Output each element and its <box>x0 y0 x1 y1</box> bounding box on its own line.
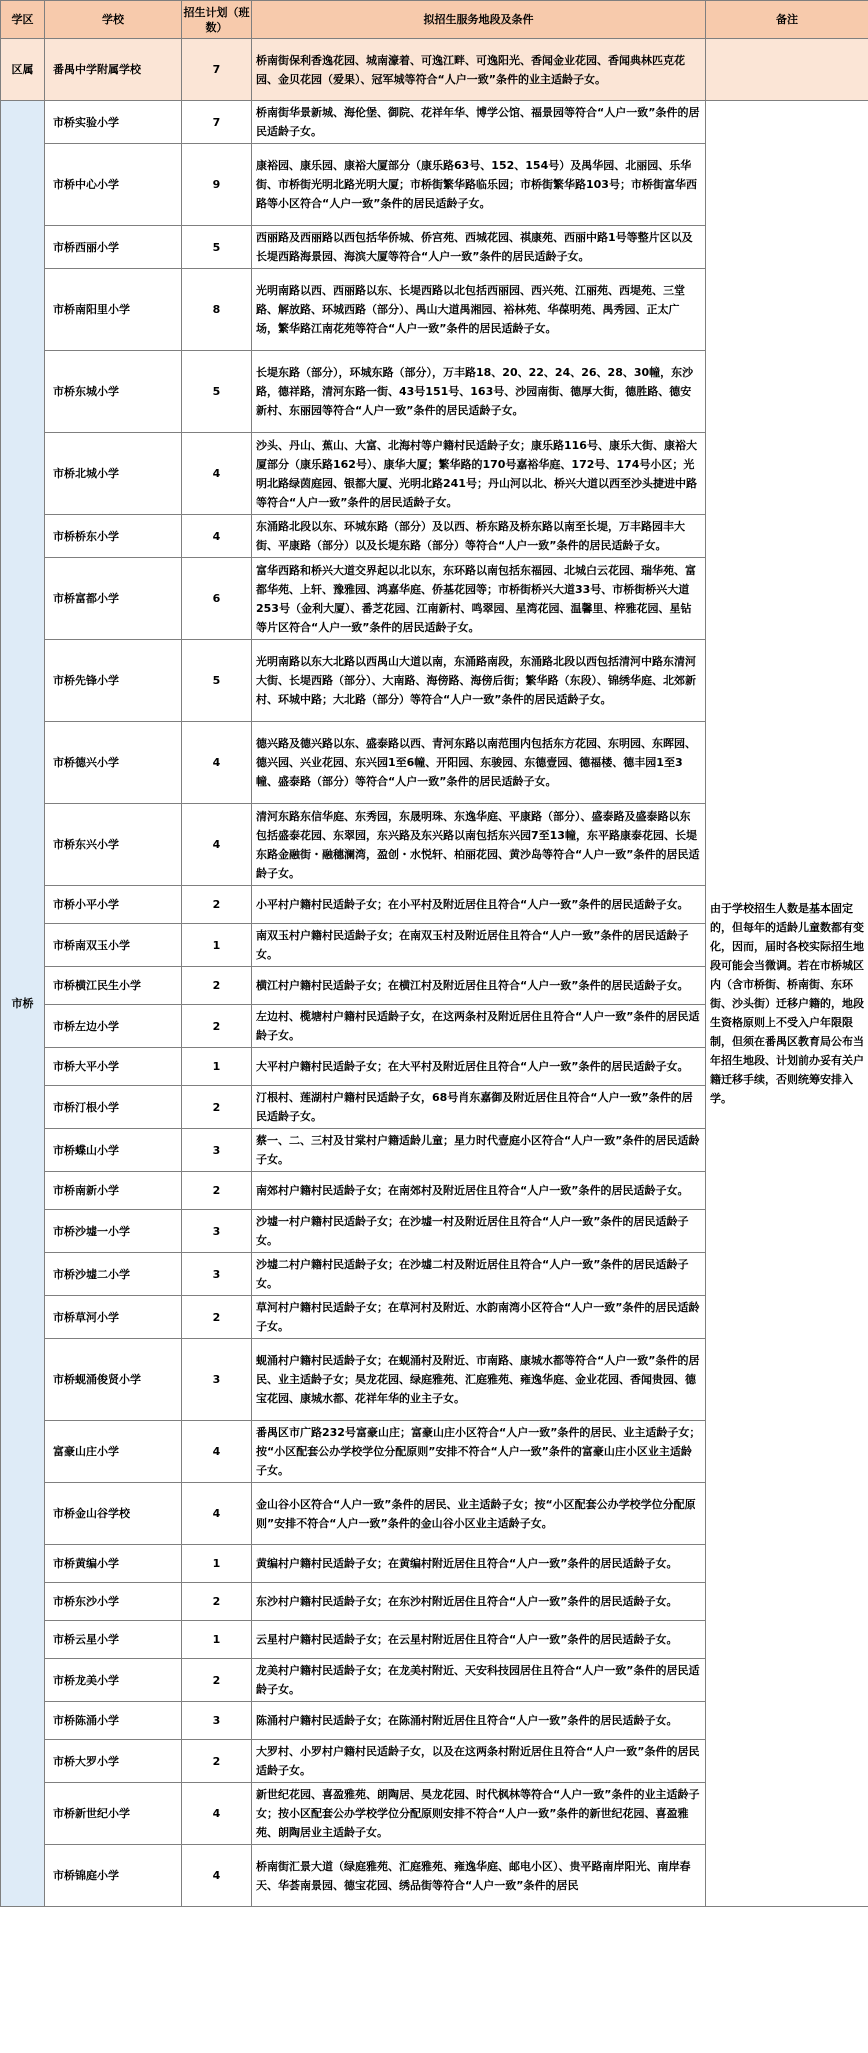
service-conditions: 东涌路北段以东、环城东路（部分）及以西、桥东路及桥东路以南至长堤，万丰路园丰大街、平康路（部分）以及长堤东路（部分）等符合“人户一致”条件的居民适龄子女。 <box>252 515 706 558</box>
school-name: 富豪山庄小学 <box>45 1421 182 1483</box>
table-row <box>1 101 868 144</box>
service-conditions: 汀根村、莲湖村户籍村民适龄子女，68号肖东嘉御及附近居住且符合“人户一致”条件的居民适龄子女。 <box>252 1086 706 1129</box>
service-conditions: 沙头、丹山、蕉山、大富、北海村等户籍村民适龄子女；康乐路116号、康乐大街、康裕大厦部分（康乐路162号）、康华大厦；繁华路的170号嘉裕华庭、172号、174号小区；光明北路绿茵庭园、银都大厦、光明北路241号；丹山河以北、桥兴大道以西至沙头捷进中路等符合“人户一致”条件的居民适龄子女。 <box>252 433 706 515</box>
school-name: 市桥南新小学 <box>45 1172 182 1210</box>
plan-count: 6 <box>182 558 252 640</box>
school-name: 市桥黄编小学 <box>45 1545 182 1583</box>
service-conditions: 德兴路及德兴路以东、盛泰路以西、青河东路以南范围内包括东方花园、东明园、东晖园、德兴园、兴业花园、东兴园1至6幢、开阳园、东骏园、东德壹园、德福楼、德丰园1至3幢、盛泰路（部分）等符合“人户一致”条件的居民适龄子女。 <box>252 722 706 804</box>
school-name: 市桥中心小学 <box>45 144 182 226</box>
school-name: 市桥德兴小学 <box>45 722 182 804</box>
school-name: 市桥锦庭小学 <box>45 1845 182 1907</box>
plan-count: 5 <box>182 351 252 433</box>
plan-count: 1 <box>182 1545 252 1583</box>
note-empty-cell <box>706 39 868 101</box>
service-conditions: 蔡一、二、三村及甘棠村户籍适龄儿童；星力时代壹庭小区符合“人户一致”条件的居民适龄子女。 <box>252 1129 706 1172</box>
note-cell: 由于学校招生人数是基本固定的，但每年的适龄儿童数都有变化，因而，届时各校实际招生地段可能会当微调。若在市桥城区内（含市桥街、桥南街、东环街、沙头街）迁移户籍的，地段生资格原则上不受入户年限限制，但须在番禺区教育局公布当年招生地段、计划前办妥有关户籍迁移手续，否则统筹安排入学。 <box>706 101 868 1907</box>
plan-count: 1 <box>182 1048 252 1086</box>
service-conditions: 光明南路以东大北路以西禺山大道以南，东涌路南段，东涌路北段以西包括清河中路东清河大街、长堤西路（部分）、大南路、海傍路、海傍后街；繁华路（东段）、锦绣华庭、北郊新村、环城中路；大北路（部分）等符合“人户一致”条件的居民适龄子女。 <box>252 640 706 722</box>
school-name: 市桥蚬涌俊贤小学 <box>45 1339 182 1421</box>
school-name: 市桥北城小学 <box>45 433 182 515</box>
plan-count: 5 <box>182 640 252 722</box>
plan-count: 2 <box>182 967 252 1005</box>
school-name: 市桥汀根小学 <box>45 1086 182 1129</box>
service-conditions: 大平村户籍村民适龄子女；在大平村及附近居住且符合“人户一致”条件的居民适龄子女。 <box>252 1048 706 1086</box>
plan-count: 2 <box>182 1659 252 1702</box>
plan-count: 4 <box>182 1783 252 1845</box>
service-conditions: 康裕园、康乐园、康裕大厦部分（康乐路63号、152、154号）及禺华园、北丽园、乐华街、市桥街光明北路光明大厦；市桥街繁华路临乐园；市桥街繁华路103号；市桥街富华西路等小区符合“人户一致”条件的居民适龄子女。 <box>252 144 706 226</box>
school-name: 番禺中学附属学校 <box>45 39 182 101</box>
plan-count: 3 <box>182 1129 252 1172</box>
service-conditions: 横江村户籍村民适龄子女；在横江村及附近居住且符合“人户一致”条件的居民适龄子女。 <box>252 967 706 1005</box>
service-conditions: 桥南街华景新城、海伦堡、御院、花祥年华、博学公馆、福景园等符合“人户一致”条件的居民适龄子女。 <box>252 101 706 144</box>
school-name: 市桥桥东小学 <box>45 515 182 558</box>
plan-count: 4 <box>182 722 252 804</box>
school-name: 市桥富都小学 <box>45 558 182 640</box>
plan-count: 3 <box>182 1339 252 1421</box>
service-conditions: 小平村户籍村民适龄子女；在小平村及附近居住且符合“人户一致”条件的居民适龄子女。 <box>252 886 706 924</box>
service-conditions: 陈涌村户籍村民适龄子女；在陈涌村附近居住且符合“人户一致”条件的居民适龄子女。 <box>252 1702 706 1740</box>
service-conditions: 大罗村、小罗村户籍村民适龄子女，以及在这两条村附近居住且符合“人户一致”条件的居民适龄子女。 <box>252 1740 706 1783</box>
service-conditions: 沙墟一村户籍村民适龄子女；在沙墟一村及附近居住且符合“人户一致”条件的居民适龄子女。 <box>252 1210 706 1253</box>
school-name: 市桥南双玉小学 <box>45 924 182 967</box>
plan-count: 2 <box>182 1005 252 1048</box>
service-conditions: 桥南街保利香逸花园、城南濠着、可逸江畔、可逸阳光、香闻金业花园、香闻典林匹克花园、金贝花园（爱果）、冠军城等符合“人户一致”条件的业主适龄子女。 <box>252 39 706 101</box>
header-school: 学校 <box>45 1 182 39</box>
service-conditions: 金山谷小区符合“人户一致”条件的居民、业主适龄子女；按“小区配套公办学校学位分配原则”安排不符合“人户一致”条件的金山谷小区业主适龄子女。 <box>252 1483 706 1545</box>
plan-count: 1 <box>182 924 252 967</box>
service-conditions: 西丽路及西丽路以西包括华侨城、侨宫苑、西城花园、祺康苑、西丽中路1号等整片区以及长堤西路海景园、海滨大厦等符合“人户一致”条件的居民适龄子女。 <box>252 226 706 269</box>
plan-count: 3 <box>182 1210 252 1253</box>
plan-count: 2 <box>182 1086 252 1129</box>
plan-count: 2 <box>182 886 252 924</box>
school-name: 市桥东沙小学 <box>45 1583 182 1621</box>
service-conditions: 光明南路以西、西丽路以东、长堤西路以北包括西丽园、西兴苑、江丽苑、西堤苑、三堂路、解放路、环城西路（部分）、禺山大道禺湘园、裕林苑、华葆明苑、禺秀园、正太广场，繁华路江南花苑等符合“人户一致”条件的居民适龄子女。 <box>252 269 706 351</box>
school-name: 市桥左边小学 <box>45 1005 182 1048</box>
service-conditions: 左边村、榄塘村户籍村民适龄子女，在这两条村及附近居住且符合“人户一致”条件的居民适龄子女。 <box>252 1005 706 1048</box>
school-name: 市桥南阳里小学 <box>45 269 182 351</box>
plan-count: 1 <box>182 1621 252 1659</box>
service-conditions: 清河东路东信华庭、东秀园，东晟明珠、东逸华庭、平康路（部分）、盛泰路及盛泰路以东包括盛泰花园、东翠园，东兴路及东兴路以南包括东兴园7至13幢，东平路康泰花园、长堤东路金融街・融穗澜湾，盈创・水悦轩、柏丽花园、黄沙岛等符合“人户一致”条件的居民适龄子女。 <box>252 804 706 886</box>
service-conditions: 东沙村户籍村民适龄子女；在东沙村附近居住且符合“人户一致”条件的居民适龄子女。 <box>252 1583 706 1621</box>
service-conditions: 黄编村户籍村民适龄子女；在黄编村附近居住且符合“人户一致”条件的居民适龄子女。 <box>252 1545 706 1583</box>
plan-count: 3 <box>182 1702 252 1740</box>
school-name: 市桥实验小学 <box>45 101 182 144</box>
area-cell: 市桥 <box>1 101 45 1907</box>
plan-count: 4 <box>182 1483 252 1545</box>
plan-count: 7 <box>182 39 252 101</box>
plan-count: 5 <box>182 226 252 269</box>
service-conditions: 龙美村户籍村民适龄子女；在龙美村附近、天安科技园居住且符合“人户一致”条件的居民适龄子女。 <box>252 1659 706 1702</box>
school-name: 市桥东兴小学 <box>45 804 182 886</box>
service-conditions: 新世纪花园、喜盈雅苑、朗陶居、昊龙花园、时代枫林等符合“人户一致”条件的业主适龄子女；按小区配套公办学校学位分配原则安排不符合“人户一致”条件的新世纪花园、喜盈雅苑、朗陶居业主适龄子女。 <box>252 1783 706 1845</box>
header-area: 学区 <box>1 1 45 39</box>
service-conditions: 云星村户籍村民适龄子女；在云星村附近居住且符合“人户一致”条件的居民适龄子女。 <box>252 1621 706 1659</box>
school-name: 市桥陈涌小学 <box>45 1702 182 1740</box>
plan-count: 2 <box>182 1296 252 1339</box>
school-name: 市桥横江民生小学 <box>45 967 182 1005</box>
school-name: 市桥蝶山小学 <box>45 1129 182 1172</box>
service-conditions: 南郊村户籍村民适龄子女；在南郊村及附近居住且符合“人户一致”条件的居民适龄子女。 <box>252 1172 706 1210</box>
header-note: 备注 <box>706 1 868 39</box>
header-row <box>1 1 868 39</box>
plan-count: 4 <box>182 1421 252 1483</box>
plan-count: 2 <box>182 1740 252 1783</box>
plan-count: 7 <box>182 101 252 144</box>
school-name: 市桥云星小学 <box>45 1621 182 1659</box>
header-plan: 招生计划（班数） <box>182 1 252 39</box>
school-name: 市桥先锋小学 <box>45 640 182 722</box>
area-cell: 区属 <box>1 39 45 101</box>
school-name: 市桥大罗小学 <box>45 1740 182 1783</box>
service-conditions: 南双玉村户籍村民适龄子女；在南双玉村及附近居住且符合“人户一致”条件的居民适龄子女。 <box>252 924 706 967</box>
plan-count: 8 <box>182 269 252 351</box>
service-conditions: 蚬涌村户籍村民适龄子女；在蚬涌村及附近、市南路、康城水都等符合“人户一致”条件的居民、业主适龄子女；昊龙花园、绿庭雅苑、汇庭雅苑、雍逸华庭、金业花园、香闻贵园、德宝花园、康城水都、花祥年华的业主子女。 <box>252 1339 706 1421</box>
plan-count: 4 <box>182 1845 252 1907</box>
school-name: 市桥东城小学 <box>45 351 182 433</box>
plan-count: 4 <box>182 433 252 515</box>
plan-count: 2 <box>182 1172 252 1210</box>
table-row <box>1 39 868 101</box>
school-name: 市桥金山谷学校 <box>45 1483 182 1545</box>
school-name: 市桥小平小学 <box>45 886 182 924</box>
plan-count: 2 <box>182 1583 252 1621</box>
plan-count: 3 <box>182 1253 252 1296</box>
service-conditions: 草河村户籍村民适龄子女；在草河村及附近、水韵南湾小区符合“人户一致”条件的居民适龄子女。 <box>252 1296 706 1339</box>
service-conditions: 沙墟二村户籍村民适龄子女；在沙墟二村及附近居住且符合“人户一致”条件的居民适龄子女。 <box>252 1253 706 1296</box>
service-conditions: 富华西路和桥兴大道交界起以北以东，东环路以南包括东福园、北城白云花园、瑞华苑、富都华苑、上轩、豫雅园、鸿嘉华庭、侨基花园等；市桥街桥兴大道33号、市桥街桥兴大道253号（金利大厦）、番芝花园、江南新村、鸣翠园、星湾花园、温馨里、梓雅花园、星钻等片区符合“人户一致”条件的居民适龄子女。 <box>252 558 706 640</box>
school-name: 市桥龙美小学 <box>45 1659 182 1702</box>
plan-count: 9 <box>182 144 252 226</box>
school-name: 市桥新世纪小学 <box>45 1783 182 1845</box>
school-name: 市桥草河小学 <box>45 1296 182 1339</box>
header-conditions: 拟招生服务地段及条件 <box>252 1 706 39</box>
school-name: 市桥西丽小学 <box>45 226 182 269</box>
school-name: 市桥沙墟二小学 <box>45 1253 182 1296</box>
service-conditions: 桥南街汇景大道（绿庭雅苑、汇庭雅苑、雍逸华庭、邮电小区）、贵平路南岸阳光、南岸春天、华荟南景园、德宝花园、绣品街等符合“人户一致”条件的居民 <box>252 1845 706 1907</box>
service-conditions: 番禺区市广路232号富豪山庄；富豪山庄小区符合“人户一致”条件的居民、业主适龄子女；按“小区配套公办学校学位分配原则”安排不符合“人户一致”条件的富豪山庄小区业主适龄子女。 <box>252 1421 706 1483</box>
school-name: 市桥大平小学 <box>45 1048 182 1086</box>
school-name: 市桥沙墟一小学 <box>45 1210 182 1253</box>
service-conditions: 长堤东路（部分），环城东路（部分），万丰路18、20、22、24、26、28、30幢，东沙路，德祥路，清河东路一街、43号151号、163号、沙园南街、德厚大街，德胜路、德安新村、东丽园等符合“人户一致”条件的居民适龄子女。 <box>252 351 706 433</box>
plan-count: 4 <box>182 804 252 886</box>
plan-count: 4 <box>182 515 252 558</box>
